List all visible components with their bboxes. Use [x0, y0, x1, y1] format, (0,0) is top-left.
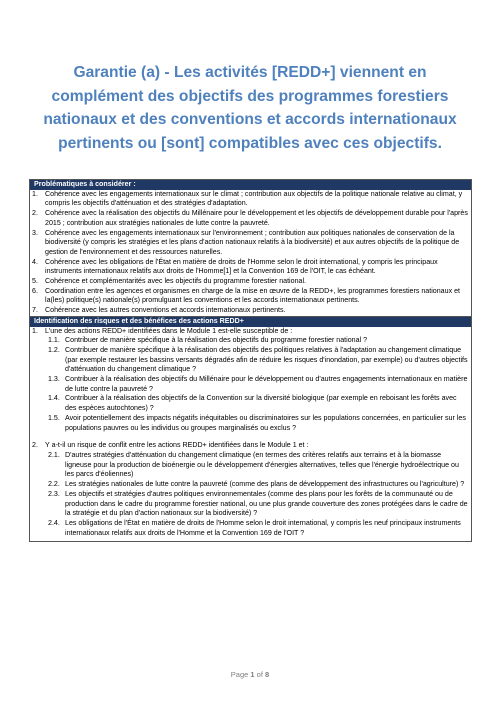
list-item	[32, 287, 469, 306]
spacer	[32, 433, 469, 441]
section-header-issues: Problématiques à considérer :	[30, 180, 471, 190]
item-text: Coordination entre les agences et organismes en charge de la mise en œuvre de la REDD+, les programmes forestiers nationaux et la(les) politique(s) nationale(s) promulguant les conventions et les accords internationaux pertinents.	[45, 286, 460, 305]
list-item	[32, 190, 469, 209]
sub-item-text: Les objectifs et stratégies d'autres politiques environnementales (comme des plans pour les forêts de la communauté ou de production dans le cadre du programme forestier national, ou une plus grande couverture des zones protégées dans le cadre de la stratégie et du plan d'action nationaux sur la biodiversité) ?	[65, 489, 468, 518]
item-text: Cohérence avec les engagements internationaux sur le climat ; contribution aux objectifs de la politique nationale relative au climat, y compris les objectifs d'atténuation et des stratégies d'adaptation.	[45, 189, 463, 208]
item-number: 5.	[32, 277, 38, 286]
item-text: Cohérence avec les autres conventions et accords internationaux pertinents.	[45, 306, 286, 315]
question-item	[32, 441, 469, 451]
sub-item	[32, 480, 469, 490]
item-number: 7.	[32, 306, 38, 315]
sub-item-text: Contribuer de manière spécifique à la réalisation des objectifs des politiques relatives à l'adaptation au changement climatique (par exemple restaurer les bassins versants dégradés afin de réduire les risques d'inondation, par exemple) ou d'autres objectifs d'atténuation du changement climatique ?	[65, 345, 468, 374]
sub-item-number: 1.2.	[48, 345, 60, 354]
sub-item	[32, 490, 469, 519]
sub-item-text: Les stratégies nationales de lutte contre la pauvreté (comme des plans de développement des infrastructures ou l'agriculture) ?	[65, 480, 465, 489]
safeguard-table	[29, 179, 472, 542]
sub-item	[32, 519, 469, 538]
sub-item-text: Contribuer à la réalisation des objectifs du Millénaire pour le développement ou d'autres engagements internationaux en matière de lutte contre la pauvreté ?	[65, 375, 468, 393]
sub-item-number: 2.3.	[48, 489, 60, 498]
page-title: Garantie (a) - Les activités [REDD+] viennent en complément des objectifs des programmes forestiers nationaux et des conventions et accords internationaux pertinents ou [sont] compatibles avec ces objectifs.	[43, 64, 457, 152]
question-item	[32, 327, 469, 337]
item-text: Cohérence avec la réalisation des objectifs du Millénaire pour le développement et les objectifs de développement durable pour l'après 2015 ; contribution aux stratégies nationales de lutte contre la pauvreté.	[45, 209, 468, 227]
section-header-risks: Identification des risques et des bénéfices des actions REDD+	[30, 317, 471, 327]
sub-item-text: Contribuer à la réalisation des objectifs de la Convention sur la diversité biologique (par exemple en reboisant les forêts avec des espèces autochtones) ?	[65, 394, 457, 413]
item-number: 1.	[32, 189, 38, 198]
sub-item-number: 1.3.	[48, 375, 60, 384]
sub-item-text: Avoir potentiellement des impacts négatifs inéquitables ou discriminatoires sur les populations concernées, en particulier sur les populations pauvres ou les individus ou groupes marginalisés ou exclus ?	[65, 413, 466, 432]
item-text: Cohérence avec les obligations de l'État en matière de droits de l'Homme selon le droit international, y compris les principaux instruments internationaux relatifs aux droits de l'Homme[1] et la Convention 169 de l'OIT, le cas échéant.	[45, 257, 438, 276]
question-number: 2.	[32, 441, 38, 450]
sub-item	[32, 346, 469, 375]
sub-item	[32, 394, 469, 413]
sub-item-text: Contribuer de manière spécifique à la réalisation des objectifs du programme forestier national ?	[65, 336, 368, 345]
sub-item-number: 1.5.	[48, 413, 60, 422]
list-item	[32, 277, 469, 287]
item-number: 4.	[32, 257, 38, 266]
sub-item	[32, 336, 469, 346]
list-item	[32, 306, 469, 316]
sub-item-number: 2.4.	[48, 518, 60, 527]
sub-item	[32, 414, 469, 433]
sub-item-number: 2.2.	[48, 480, 60, 489]
page-total: 8	[265, 670, 270, 679]
item-number: 2.	[32, 209, 38, 218]
item-text: Cohérence avec les engagements internationaux sur l'environnement ; contribution aux politiques nationales de conservation de la biodiversité (y compris les stratégies et les plans d'action nationaux relatifs à la biodiversité) et aux autres objectifs de la politique de gestion de l'environnement et des ressources naturelles.	[45, 228, 460, 256]
question-number: 1.	[32, 326, 38, 335]
sub-item	[32, 375, 469, 394]
list-item	[32, 258, 469, 277]
sub-item-number: 1.4.	[48, 394, 60, 403]
list-item	[32, 209, 469, 228]
page-of-label: of	[254, 670, 266, 679]
sub-item	[32, 451, 469, 480]
issues-list	[30, 190, 471, 316]
item-text: Cohérence et complémentarités avec les objectifs du programme forestier national.	[45, 277, 307, 286]
item-number: 3.	[32, 228, 38, 237]
page-current: 1	[250, 670, 255, 679]
sub-item-number: 1.1.	[48, 336, 60, 345]
risks-list	[30, 327, 471, 542]
page-label: Page	[230, 670, 251, 679]
sub-item-text: Les obligations de l'État en matière de droits de l'Homme selon le droit international, y compris les neuf principaux instruments internationaux relatifs aux droits de l'Homme et la Convention 169 de l'OIT ?	[65, 518, 461, 537]
item-number: 6.	[32, 286, 38, 295]
question-text: L'une des actions REDD+ identifiées dans le Module 1 est-elle susceptible de :	[45, 326, 293, 335]
spacer	[32, 538, 469, 541]
list-item	[32, 229, 469, 258]
sub-item-number: 2.1.	[48, 450, 60, 459]
question-text: Y a-t-il un risque de conflit entre les actions REDD+ identifiées dans le Module 1 et :	[45, 441, 309, 450]
sub-item-text: D'autres stratégies d'atténuation du changement climatique (en termes des critères relatifs aux terrains et à la biomasse ligneuse pour la production de bioénergie ou le développement d'énergies alternatives, telles que l'énergie hydroélectrique ou les parcs d'éoliennes)	[65, 450, 459, 479]
page-footer	[0, 670, 500, 679]
